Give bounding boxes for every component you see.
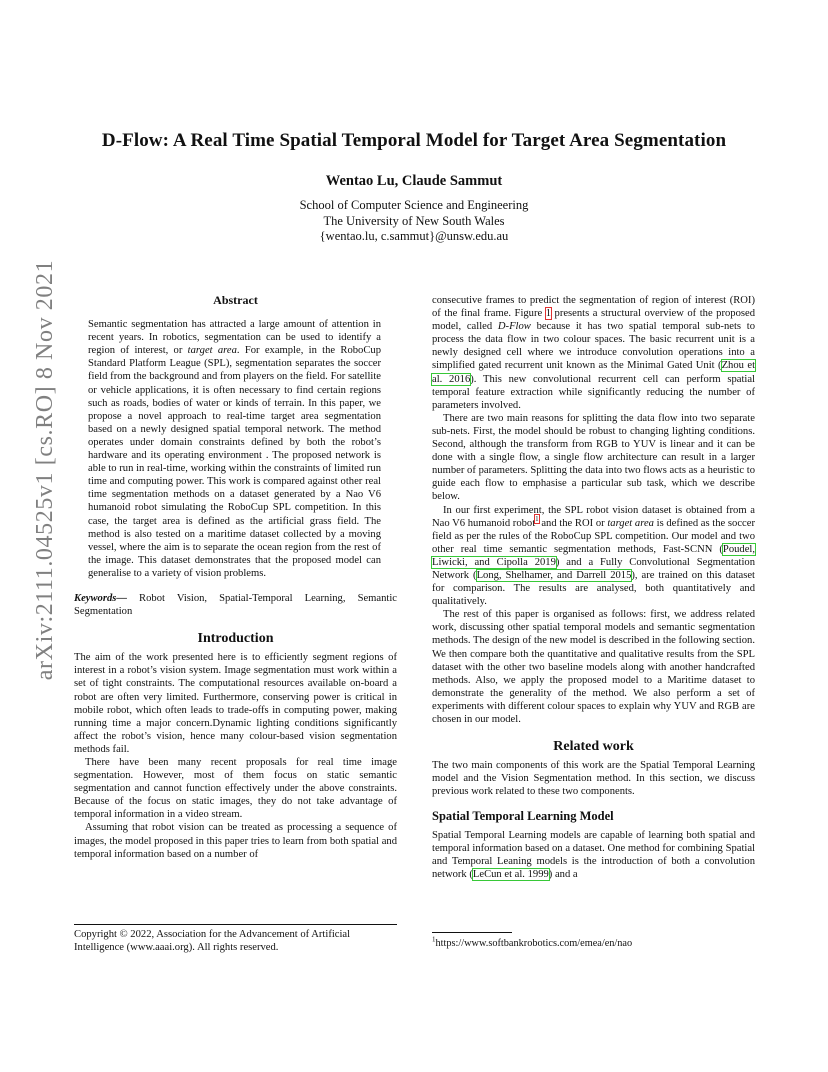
citation-link[interactable]: LeCun et al. 1999: [472, 868, 549, 880]
keywords-text: Robot Vision, Spatial-Temporal Learning, Semantic Segmentation: [74, 592, 397, 618]
figure-link[interactable]: 1: [545, 308, 552, 320]
right-column: [432, 294, 755, 881]
citation-link[interactable]: Zhou et al. 2016: [432, 360, 756, 385]
stlm-paragraph: [432, 829, 755, 881]
text-part: ) and a: [548, 868, 578, 880]
abstract-text: [88, 318, 381, 580]
right-paragraph-1: [432, 294, 755, 412]
text-part: presents a structural overview of the proposed model, called: [432, 308, 755, 333]
abstract-emphasis: target area: [187, 345, 237, 357]
text-part: ), are trained on this dataset for comparison. The results are analysed, both quantitatively and qualitatively.: [432, 569, 756, 608]
keywords-label: Keywords—: [74, 592, 127, 604]
citation-link[interactable]: Poudel, Liwicki, and Cipolla 2019: [432, 543, 755, 568]
introduction-heading: Introduction: [197, 631, 274, 647]
right-paragraph-3: [432, 504, 755, 609]
left-column: [74, 294, 397, 861]
text-part: is defined as the soccer field as per the rules of the RoboCup SPL competition. Our model and two other real time semantic segmentation methods, Fast-SCNN (: [432, 517, 755, 555]
text-part: because it has two spatial temporal sub-nets to process the data flow in two colour spaces. The basic recurrent unit is a newly designed cell where we introduce convolution operations into a simplified gated recurrent unit known as the Minimal Gated Unit (: [432, 321, 756, 372]
affiliation: [60, 198, 768, 245]
keywords: [74, 592, 397, 618]
related-work-paragraph: The two main components of this work are the Spatial Temporal Learning model and the Vision Segmentation method. In this section, we discuss previous work related to these two components.: [432, 760, 755, 798]
right-paragraph-2: There are two main reasons for splitting the data flow into two separate sub-nets. First, the model should be robust to changing lighting conditions. Second, although the transform from RGB to YUV is linear and it can be done with a single flow, a single flow architecture can result in a larger number of parameters. Splitting the data into two flows acts as a heuristic to guide each flow to emphasise a particular sub task, which we describe below.: [432, 412, 755, 503]
arxiv-stamp: arXiv:2111.04525v1 [cs.RO] 8 Nov 2021: [32, 259, 58, 681]
text-part: In our first experiment, the SPL robot vision dataset is obtained from a Nao V6 humanoid robot: [432, 504, 755, 529]
right-paragraph-4: The rest of this paper is organised as follows: first, we address related work, discussing other spatial temporal models and semantic segmentation methods. The design of the new model is described in the following section. We then compare both the quantitative and qualitative results from the SPL dataset with the other two baseline models along with another handcrafted methods. Also, we apply the proposed model to a Maritime dataset to demonstrate the generality of the method. We also perform a set of experiments with different colour spaces to explain why YUV and RGB are chosen in our model.: [432, 609, 755, 725]
text-part: Spatial Temporal Learning models are capable of learning both spatial and temporal information based on a dataset. One method for combining Spatial and Temporal Leaning models is the introduction of both a convolution network (: [432, 829, 755, 880]
stlm-heading: Spatial Temporal Learning Model: [432, 809, 614, 824]
text-part: ) and a Fully Convolutional Segmentation Network (: [432, 556, 755, 581]
intro-paragraph-3: Assuming that robot vision can be treated as processing a sequence of images, the model proposed in this paper tries to learn from both spatial and temporal information based on a number of: [74, 822, 397, 860]
paper-title: D-Flow: A Real Time Spatial Temporal Model for Target Area Segmentation: [101, 130, 727, 151]
abstract-heading: Abstract: [213, 293, 258, 307]
affiliation-university: The University of New South Wales: [323, 213, 505, 228]
footnote-mark: 1: [432, 935, 436, 944]
footnote-url[interactable]: https://www.softbankrobotics.com/emea/en/nao: [435, 938, 633, 949]
affiliation-emails: {wentao.lu, c.sammut}@unsw.edu.au: [319, 229, 509, 243]
footnote-link[interactable]: 1: [535, 515, 539, 524]
intro-paragraph-2: There have been many recent proposals for real time image segmentation. However, most of them focus on static semantic segmentation and cannot function effectively under the above constraints. Because of the focus on static images, they do not take advantage of temporal information in a video stream.: [74, 757, 397, 821]
footnote: [432, 932, 755, 950]
abstract-text-part: . For example, in the RoboCup Standard Platform League (SPL), segmentation separates the soccer field from the background and from players on the field. For satellite or vehicle applications, it is often necessary to find certain regions such as roads, bodies of water or kinds of terrain. In this paper, we propose a novel approach to real-time target area segmentation based on a newly designed spatial temporal network. The method operates under domain constraints defined by both the robot’s hardware and its operating environment . The proposed network is able to run in real-time, working within the constraints of limited run time and computing power. This work is compared against other real time segmentation methods on a dataset generated by a Nao V6 humanoid robot simulating the RoboCup SPL competition. In this case, the target area is defined as the artificial grass field. The method is also tested on a maritime dataset collected by a moving vessel, where the aim is to separate the ocean region from the rest of the image. This dataset demonstrates that the proposed model can generalise to a variety of vision problems.: [88, 345, 381, 579]
intro-paragraph-1: The aim of the work presented here is to efficiently segment regions of interest in a robot’s vision system. Image segmentation must work within a set of tight constraints. The computational resources available on-board a robot are often very limited. Furthermore, conserving power is critical in mobile robot, which often leads to trade-offs in computing power, making running time a major concern.Dynamic lighting conditions significantly affect the robot’s vision, hence many colour-based vision segmentation methods fail.: [74, 652, 397, 755]
copyright-notice: Copyright © 2022, Association for the Advancement of Artificial Intelligence (www.aaai.org). All rights reserved.: [74, 924, 397, 954]
model-name: D-Flow: [497, 321, 531, 333]
citation-link[interactable]: Long, Shelhamer, and Darrell 2015: [476, 569, 632, 581]
abstract: [74, 318, 397, 580]
abstract-text-part: Semantic segmentation has attracted a large amount of attention in recent years. In robotics, segmentation can be used to identify a region of interest, or: [88, 319, 381, 357]
text-part: ). This new convolutional recurrent cell can perform spatial temporal feature extraction while significantly reducing the number of parameters involved.: [432, 373, 755, 411]
affiliation-school: School of Computer Science and Engineering: [299, 198, 529, 212]
footnote-rule: [432, 932, 512, 933]
paper-authors: Wentao Lu, Claude Sammut: [325, 173, 503, 189]
related-work-heading: Related work: [553, 739, 634, 755]
text-part: consecutive frames to predict the segmentation of region of interest (ROI) of the final frame. Figure: [432, 295, 755, 320]
emphasis: target area: [607, 517, 654, 529]
text-part: and the ROI or: [538, 517, 608, 529]
